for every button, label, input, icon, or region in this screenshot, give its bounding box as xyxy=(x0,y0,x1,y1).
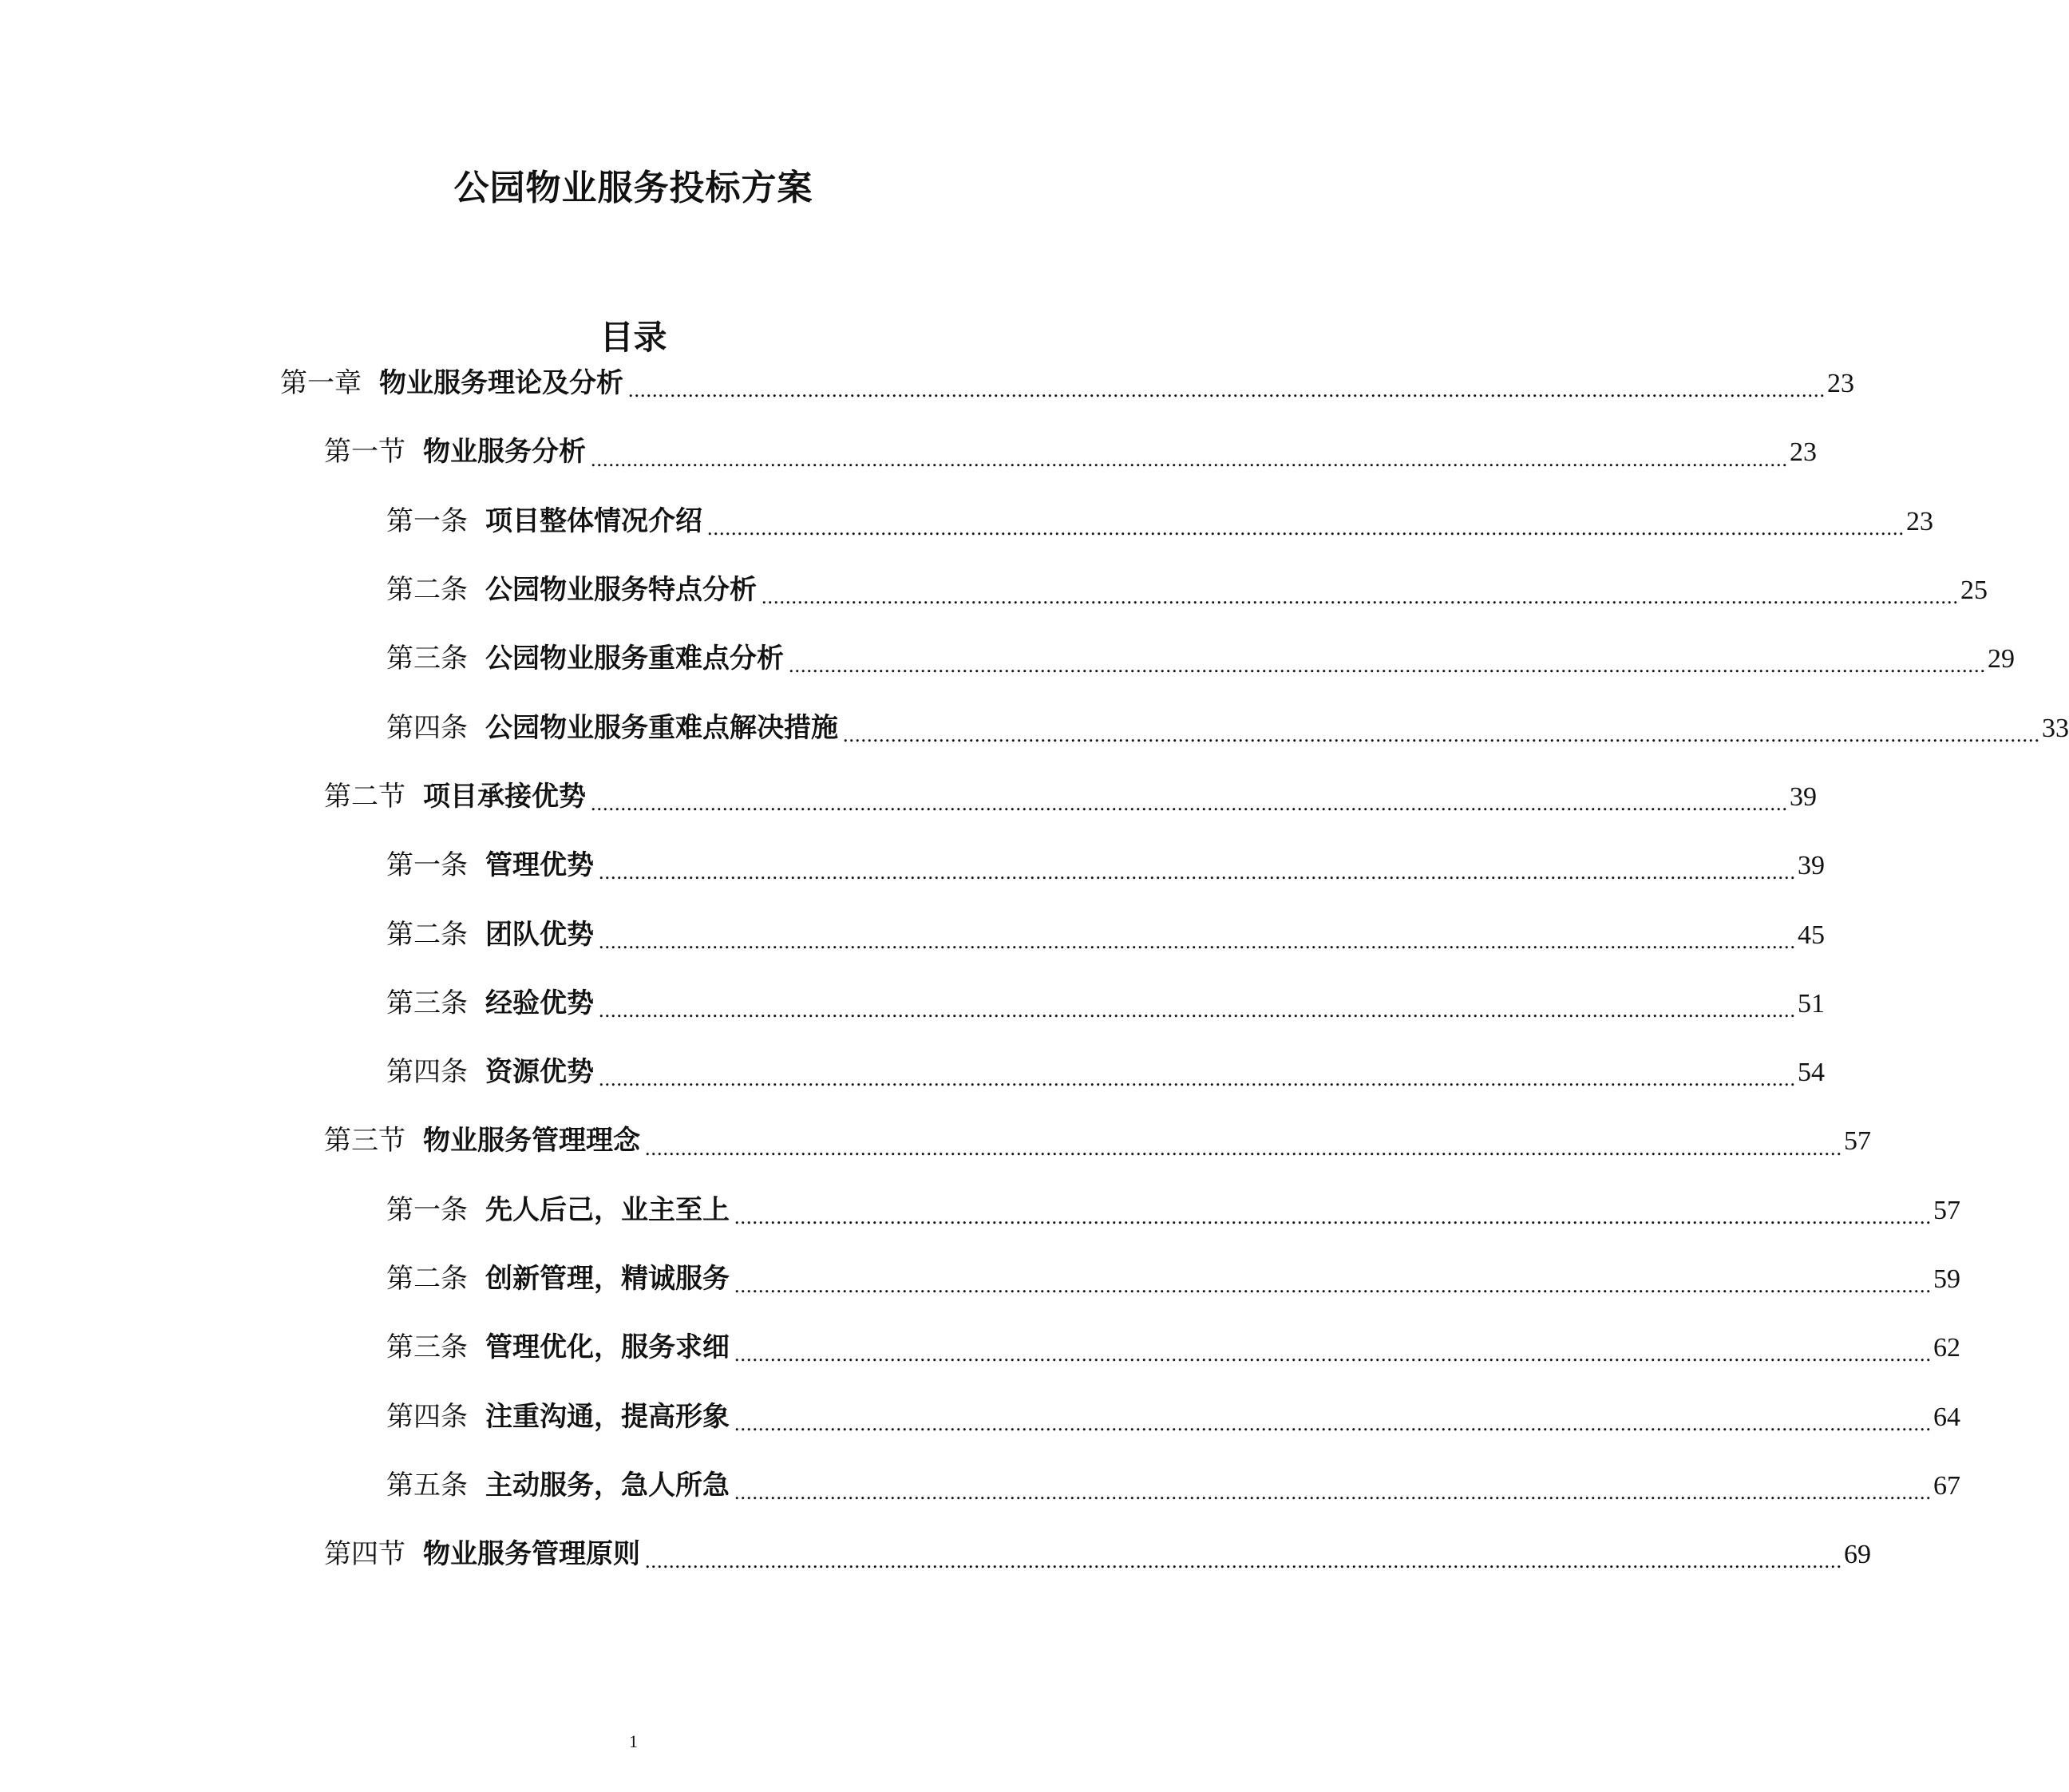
toc-entry-page: 23 xyxy=(1790,437,1817,468)
toc-leader-dots: ........................................................................................................................................................................................................ xyxy=(843,722,2040,746)
toc-entry-article xyxy=(0,1383,1960,1451)
toc-entry-article xyxy=(0,1177,1960,1245)
toc-leader-dots: ........................................................................................................................................................................................................ xyxy=(734,1343,1932,1367)
toc-entry-page: 59 xyxy=(1933,1264,1960,1294)
toc-entry-title: 公园物业服务重难点解决措施 xyxy=(485,713,838,743)
toc-entry-page: 39 xyxy=(1798,851,1825,881)
toc-entry-title: 物业服务分析 xyxy=(423,437,586,468)
toc-heading: 目录 xyxy=(599,320,667,357)
toc-entry-page: 54 xyxy=(1798,1058,1825,1088)
toc-leader-dots: ........................................................................................................................................................................................................ xyxy=(645,1136,1842,1160)
toc-entry-prefix: 第三条 xyxy=(386,988,468,1019)
toc-leader-dots: ........................................................................................................................................................................................................ xyxy=(591,447,1788,471)
toc-entry-title: 注重沟通，提高形象 xyxy=(485,1402,730,1432)
toc-entry-page: 69 xyxy=(1844,1540,1871,1570)
table-of-contents xyxy=(0,350,2069,1589)
toc-entry-page: 62 xyxy=(1933,1333,1960,1363)
toc-entry-article xyxy=(0,694,2069,762)
toc-entry-page: 39 xyxy=(1790,781,1817,812)
toc-entry-title: 先人后己，业主至上 xyxy=(485,1195,730,1225)
toc-entry-article xyxy=(0,488,1933,556)
toc-entry-prefix: 第三条 xyxy=(386,1333,468,1363)
toc-leader-dots: ........................................................................................................................................................................................................ xyxy=(762,585,1959,609)
toc-entry-article xyxy=(0,900,1825,969)
toc-entry-article xyxy=(0,1314,1960,1383)
toc-entry-prefix: 第三条 xyxy=(386,644,468,674)
toc-entry-prefix: 第二条 xyxy=(386,1264,468,1294)
toc-leader-dots: ........................................................................................................................................................................................................ xyxy=(734,1481,1932,1505)
toc-entry-page: 57 xyxy=(1933,1195,1960,1225)
toc-entry-prefix: 第二条 xyxy=(386,576,468,606)
toc-entry-prefix: 第四条 xyxy=(386,713,468,743)
toc-entry-prefix: 第四条 xyxy=(386,1058,468,1088)
toc-entry-prefix: 第一条 xyxy=(386,506,468,536)
toc-entry-article xyxy=(0,970,1825,1038)
toc-entry-page: 25 xyxy=(1960,576,1988,606)
toc-entry-title: 团队优势 xyxy=(485,920,594,950)
toc-entry-prefix: 第四节 xyxy=(324,1540,405,1570)
toc-entry-title: 主动服务，急人所急 xyxy=(485,1470,730,1501)
toc-entry-article xyxy=(0,556,1988,625)
footer-page-number: 1 xyxy=(629,1731,638,1751)
toc-leader-dots: ........................................................................................................................................................................................................ xyxy=(628,378,1826,402)
toc-entry-prefix: 第一章 xyxy=(280,369,362,399)
toc-entry-prefix: 第二条 xyxy=(386,920,468,950)
toc-entry-prefix: 第一节 xyxy=(324,437,405,468)
toc-entry-article xyxy=(0,832,1825,900)
toc-entry-title: 物业服务理论及分析 xyxy=(379,369,623,399)
toc-entry-page: 23 xyxy=(1906,506,1933,536)
toc-entry-prefix: 第一条 xyxy=(386,1195,468,1225)
toc-leader-dots: ........................................................................................................................................................................................................ xyxy=(591,792,1788,816)
toc-leader-dots: ........................................................................................................................................................................................................ xyxy=(707,516,1905,540)
toc-entry-page: 45 xyxy=(1798,920,1825,950)
toc-entry-title: 管理优化，服务求细 xyxy=(485,1333,730,1363)
toc-leader-dots: ........................................................................................................................................................................................................ xyxy=(789,654,1986,678)
toc-entry-page: 57 xyxy=(1844,1126,1871,1157)
toc-entry-page: 67 xyxy=(1933,1470,1960,1501)
toc-entry-title: 经验优势 xyxy=(485,988,594,1019)
toc-entry-page: 23 xyxy=(1827,369,1854,399)
toc-entry-title: 项目承接优势 xyxy=(423,781,586,812)
toc-entry-prefix: 第一条 xyxy=(386,851,468,881)
toc-entry-title: 物业服务管理原则 xyxy=(423,1540,640,1570)
toc-entry-chapter xyxy=(0,350,1854,418)
toc-entry-page: 33 xyxy=(2042,713,2069,743)
toc-entry-title: 创新管理，精诚服务 xyxy=(485,1264,730,1294)
toc-entry-title: 物业服务管理理念 xyxy=(423,1126,640,1157)
toc-entry-page: 64 xyxy=(1933,1402,1960,1432)
toc-entry-article xyxy=(0,1245,1960,1314)
toc-entry-title: 公园物业服务重难点分析 xyxy=(485,644,784,674)
toc-entry-section xyxy=(0,418,1817,487)
toc-entry-section xyxy=(0,1107,1871,1176)
toc-leader-dots: ........................................................................................................................................................................................................ xyxy=(599,929,1796,953)
toc-entry-title: 资源优势 xyxy=(485,1058,594,1088)
toc-leader-dots: ........................................................................................................................................................................................................ xyxy=(599,1067,1796,1091)
toc-entry-section xyxy=(0,1521,1871,1589)
toc-leader-dots: ........................................................................................................................................................................................................ xyxy=(734,1274,1932,1298)
toc-entry-title: 项目整体情况介绍 xyxy=(485,506,702,536)
toc-entry-prefix: 第三节 xyxy=(324,1126,405,1157)
toc-entry-title: 公园物业服务特点分析 xyxy=(485,576,757,606)
toc-entry-title: 管理优势 xyxy=(485,851,594,881)
toc-leader-dots: ........................................................................................................................................................................................................ xyxy=(645,1549,1842,1573)
toc-leader-dots: ........................................................................................................................................................................................................ xyxy=(734,1411,1932,1435)
toc-entry-page: 29 xyxy=(1988,644,2015,674)
toc-entry-prefix: 第二节 xyxy=(324,781,405,812)
toc-entry-article xyxy=(0,1452,1960,1521)
toc-leader-dots: ........................................................................................................................................................................................................ xyxy=(734,1205,1932,1228)
toc-leader-dots: ........................................................................................................................................................................................................ xyxy=(599,998,1796,1022)
toc-entry-article xyxy=(0,625,2015,694)
document-title: 公园物业服务投标方案 xyxy=(453,168,813,208)
toc-entry-prefix: 第四条 xyxy=(386,1402,468,1432)
toc-entry-prefix: 第五条 xyxy=(386,1470,468,1501)
toc-entry-article xyxy=(0,1038,1825,1107)
toc-entry-page: 51 xyxy=(1798,988,1825,1019)
toc-leader-dots: ........................................................................................................................................................................................................ xyxy=(599,860,1796,884)
toc-entry-section xyxy=(0,763,1817,832)
